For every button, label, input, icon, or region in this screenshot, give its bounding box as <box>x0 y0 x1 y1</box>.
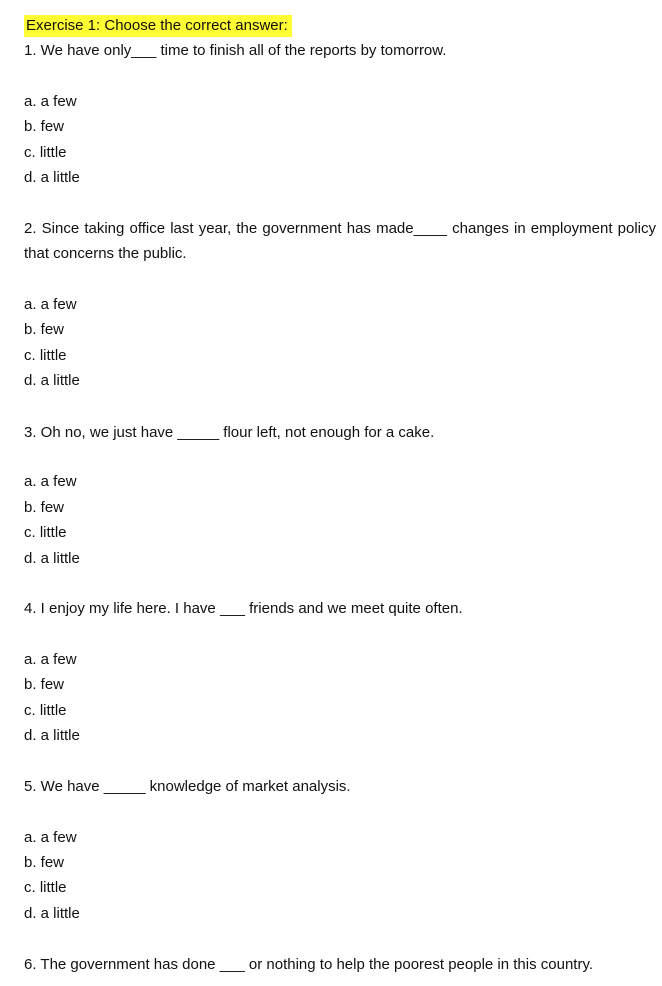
question-text: 2. Since taking office last year, the government has made <box>24 220 414 237</box>
answer-blank: _____ <box>177 424 220 441</box>
answer-blank: ___ <box>219 600 245 617</box>
question-text: time to finish all of the reports by tomorrow. <box>156 42 447 59</box>
option-b: b. few <box>24 499 65 516</box>
answer-blank: ____ <box>413 220 447 237</box>
option-a: a. a few <box>24 93 77 110</box>
option-c: c. little <box>24 144 67 161</box>
option-d: d. a little <box>24 169 80 186</box>
question-6 <box>24 952 656 977</box>
question-5 <box>24 774 656 799</box>
option-b: b. few <box>24 676 65 693</box>
answer-blank: _____ <box>103 778 146 795</box>
option-b: b. few <box>24 854 65 871</box>
option-c: c. little <box>24 524 67 541</box>
option-a: a. a few <box>24 296 77 313</box>
option-c: c. little <box>24 347 67 364</box>
question-text: 5. We have <box>24 778 104 795</box>
answer-blank: ___ <box>219 956 245 973</box>
question-text: friends and we meet quite often. <box>244 600 463 617</box>
option-d: d. a little <box>24 905 80 922</box>
question-text: 6. The government has done <box>24 956 220 973</box>
question-text: 3. Oh no, we just have <box>24 424 178 441</box>
option-d: d. a little <box>24 727 80 744</box>
option-c: c. little <box>24 702 67 719</box>
question-text: or nothing to help the poorest people in this country. <box>244 956 594 973</box>
option-d: d. a little <box>24 372 80 389</box>
question-1 <box>24 38 656 63</box>
option-d: d. a little <box>24 550 80 567</box>
question-4 <box>24 596 656 621</box>
option-b: b. few <box>24 321 65 338</box>
question-text: 1. We have only <box>24 42 132 59</box>
question-text: knowledge of market analysis. <box>145 778 351 795</box>
option-a: a. a few <box>24 651 77 668</box>
exercise-title: Exercise 1: Choose the correct answer: <box>24 15 292 37</box>
question-text: changes in employment policy that concerns the public. <box>24 220 657 262</box>
question-text: flour left, not enough for a cake. <box>219 424 435 441</box>
option-b: b. few <box>24 118 65 135</box>
answer-blank: ___ <box>131 42 157 59</box>
option-a: a. a few <box>24 829 77 846</box>
option-a: a. a few <box>24 473 77 490</box>
option-c: c. little <box>24 879 67 896</box>
question-3 <box>24 420 656 445</box>
question-2 <box>24 216 656 266</box>
question-text: 4. I enjoy my life here. I have <box>24 600 220 617</box>
